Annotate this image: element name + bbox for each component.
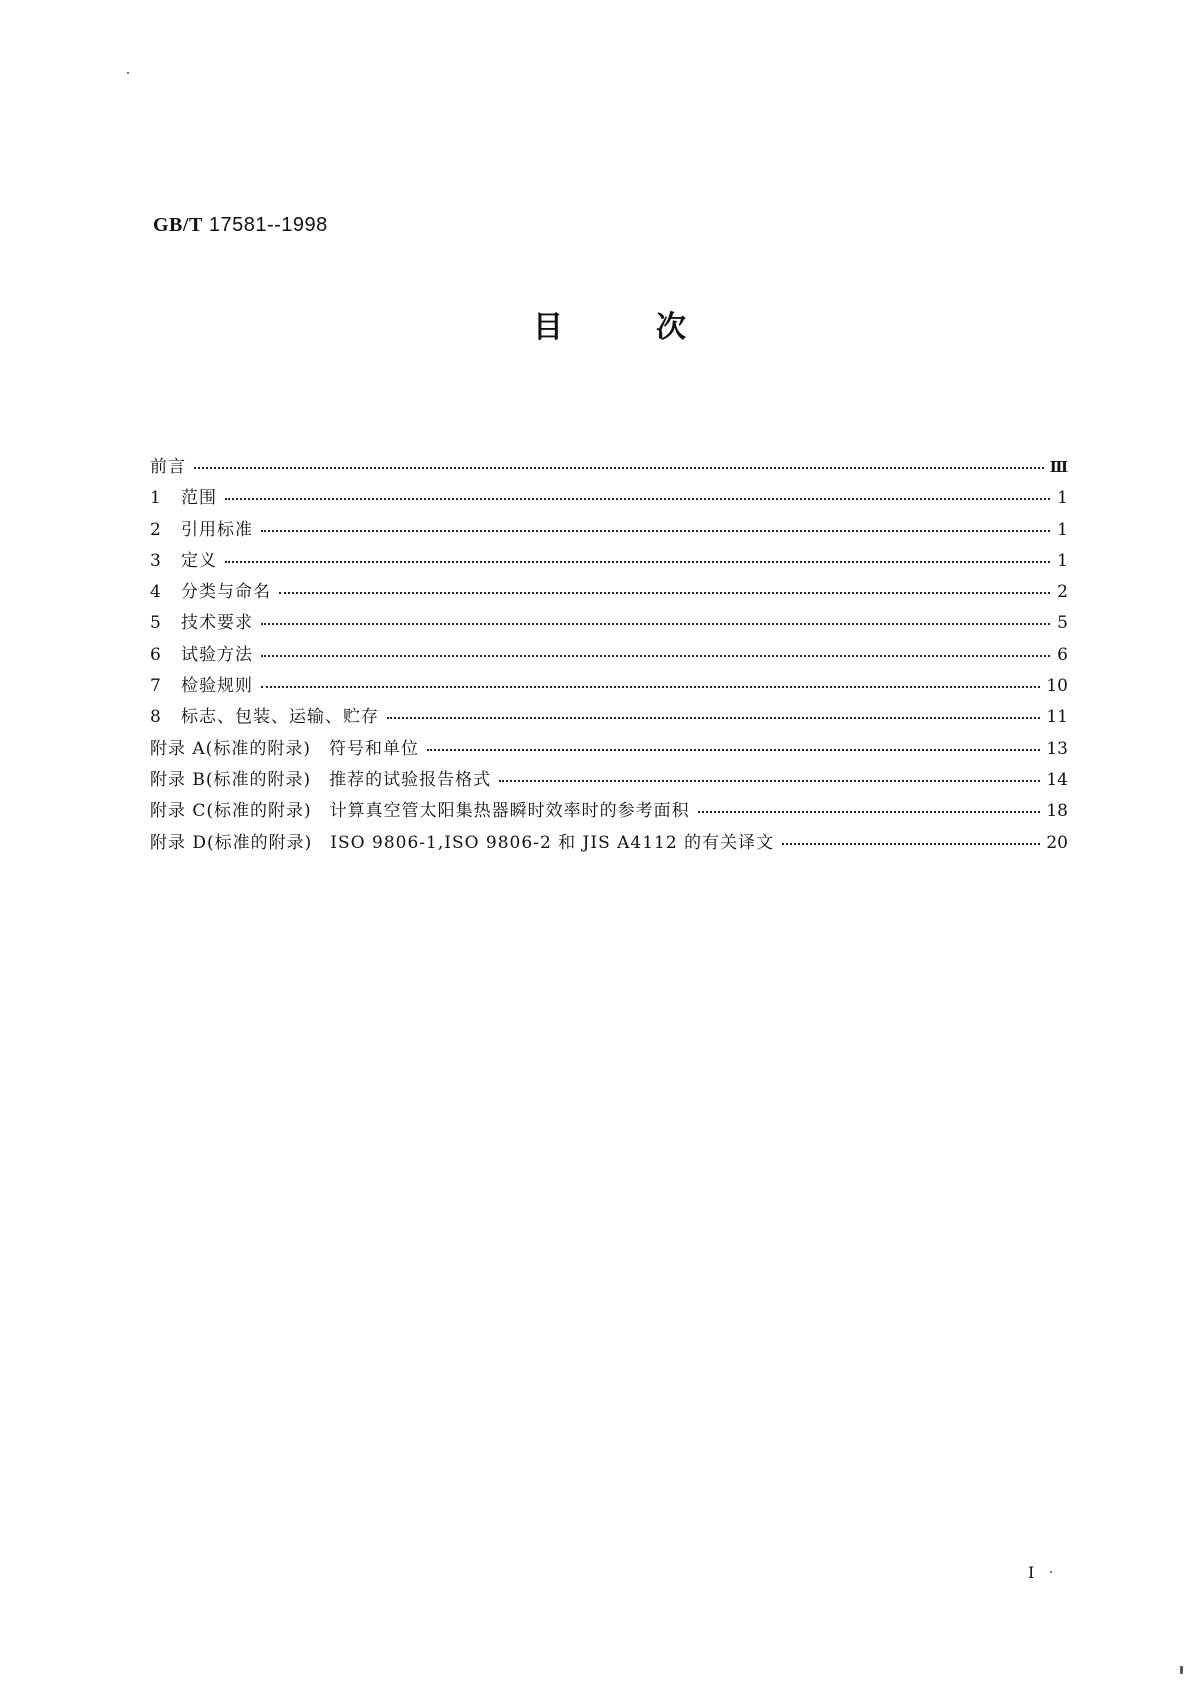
toc-row[interactable] [150,828,1068,859]
toc-section-number: 6 [150,644,161,665]
toc-leader-dots [387,716,1040,719]
toc-leader-dots [427,748,1040,751]
toc-page-number: 1 [1057,550,1068,571]
toc-entry-title: 试验方法 [181,644,253,665]
scan-speck [127,72,129,74]
toc-row[interactable] [150,452,1068,483]
toc-page-number: 2 [1057,582,1068,603]
toc-row[interactable] [150,734,1068,765]
toc-label [150,515,253,540]
toc-row[interactable] [150,577,1068,608]
toc-row[interactable] [150,765,1068,796]
toc-page-number: 11 [1046,707,1068,728]
toc-label [150,796,690,821]
toc-row[interactable] [150,608,1068,639]
toc-entry-title: 前言 [150,457,186,477]
page-title [0,308,1191,348]
toc-entry-title: 引用标准 [181,519,253,540]
toc-entry-title: 定义 [181,550,217,571]
toc-page-number: 1 [1057,488,1068,509]
toc-entry-title: 分类与命名 [181,582,271,603]
standard-code: 17581--1998 [208,214,328,236]
scan-speck [1180,1666,1183,1674]
toc-entry-title: 附录 D(标准的附录) ISO 9806-1,ISO 9806-2 和 JIS A4112 的有关译文 [150,832,775,853]
toc-entry-title: 附录 B(标准的附录) 推荐的试验报告格式 [150,769,492,790]
toc-page-number: 18 [1046,801,1068,822]
toc-leader-dots [499,779,1040,782]
toc-section-number: 1 [150,488,161,509]
toc-label [150,546,217,571]
toc-section-number: 3 [150,550,161,571]
table-of-contents [150,452,1068,859]
toc-page-number: 10 [1046,676,1068,697]
toc-section-number: 4 [150,582,161,603]
toc-label [150,765,491,790]
toc-leader-dots [261,529,1050,532]
toc-page-number: 5 [1057,613,1068,634]
toc-row[interactable] [150,483,1068,514]
toc-entry-title: 附录 C(标准的附录) 计算真空管太阳集热器瞬时效率时的参考面积 [150,801,690,822]
scan-speck [1050,1571,1052,1573]
footer-page-number: I [1028,1563,1035,1582]
toc-entry-title: 检验规则 [181,676,253,697]
toc-label [150,734,419,759]
toc-leader-dots [698,810,1041,813]
toc-row[interactable] [150,796,1068,827]
toc-section-number: 7 [150,676,161,697]
toc-label [150,452,186,477]
toc-leader-dots [279,591,1050,594]
standard-number [153,214,328,237]
toc-page-number: 1 [1057,519,1068,540]
standard-prefix: GB/T [153,214,203,236]
toc-page-number: 13 [1046,738,1068,759]
toc-row[interactable] [150,515,1068,546]
toc-label [150,483,217,508]
toc-page-number: 6 [1057,644,1068,665]
toc-entry-title: 范围 [181,488,217,509]
page-title-char-1: 目 [533,310,563,345]
toc-leader-dots [261,654,1050,657]
toc-row[interactable] [150,671,1068,702]
toc-entry-title: 附录 A(标准的附录) 符号和单位 [150,738,419,759]
toc-section-number: 5 [150,613,161,634]
toc-label [150,608,253,633]
toc-row[interactable] [150,640,1068,671]
toc-label [150,671,253,696]
toc-section-number: 8 [150,707,161,728]
toc-entry-title: 标志、包装、运输、贮存 [181,707,379,728]
toc-leader-dots [194,466,1044,469]
toc-page-number: Ⅲ [1049,458,1068,476]
page-title-char-2: 次 [656,310,686,345]
toc-entry-title: 技术要求 [181,613,253,634]
toc-label [150,828,774,853]
toc-page-number: 14 [1046,769,1068,790]
toc-row[interactable] [150,546,1068,577]
toc-leader-dots [261,685,1040,688]
toc-label [150,640,253,665]
toc-section-number: 2 [150,519,161,540]
toc-leader-dots [261,622,1050,625]
toc-row[interactable] [150,702,1068,733]
toc-leader-dots [225,497,1050,500]
toc-label [150,577,271,602]
toc-label [150,702,379,727]
toc-leader-dots [782,842,1040,845]
toc-page-number: 20 [1046,832,1068,853]
toc-leader-dots [225,560,1050,563]
